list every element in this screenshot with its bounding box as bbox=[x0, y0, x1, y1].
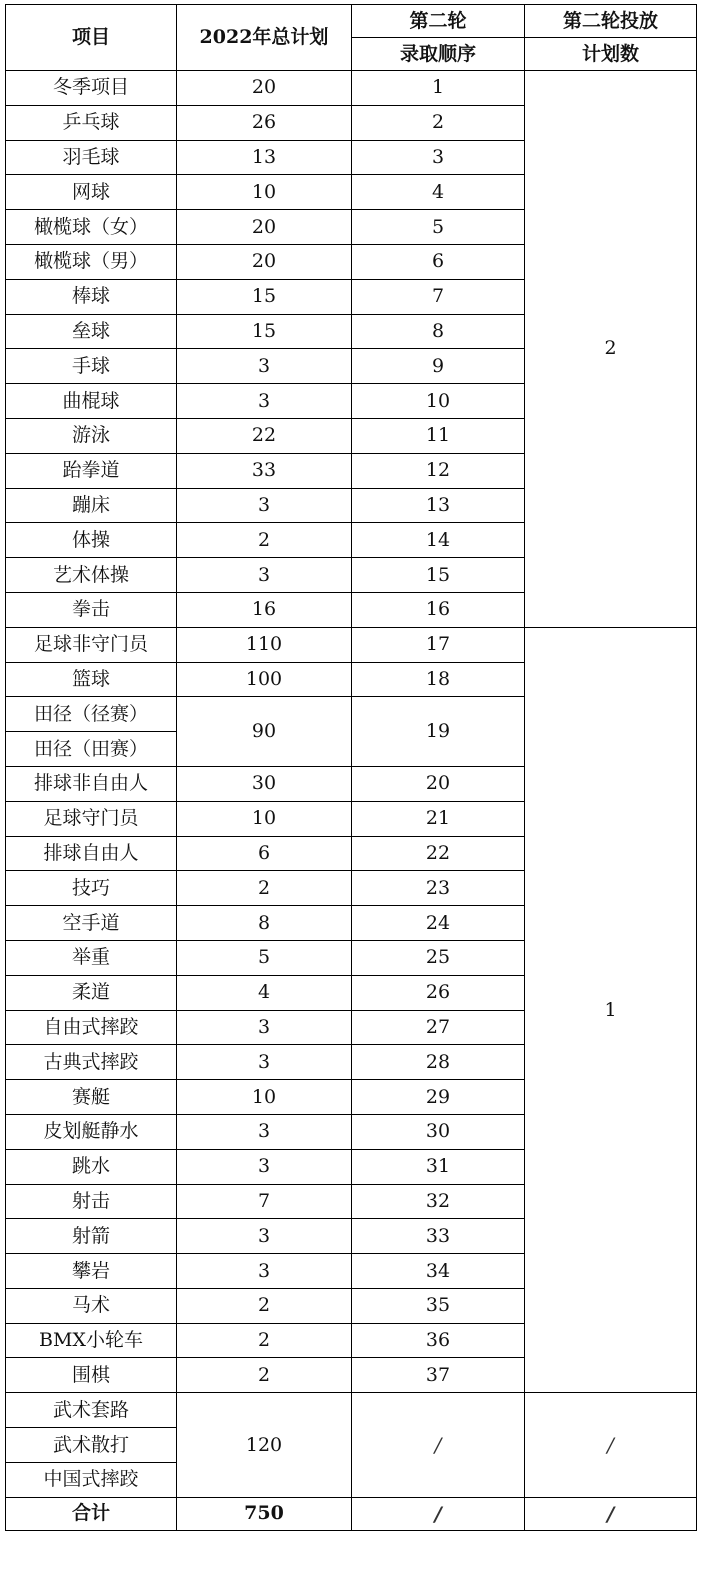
plan-2022-cell: 3 bbox=[177, 1045, 352, 1080]
header-order-line1: 第二轮 bbox=[352, 5, 525, 38]
plan-2022-cell: 10 bbox=[177, 801, 352, 836]
item-name-cell: 武术散打 bbox=[6, 1428, 177, 1463]
plan-2022-cell: 8 bbox=[177, 906, 352, 941]
admission-order-cell: 23 bbox=[352, 871, 525, 906]
item-name-cell: 足球守门员 bbox=[6, 801, 177, 836]
item-name-cell: 足球非守门员 bbox=[6, 627, 177, 662]
header-count-line2: 计划数 bbox=[525, 38, 697, 71]
table-row bbox=[6, 71, 697, 106]
item-name-cell: 技巧 bbox=[6, 871, 177, 906]
item-name-cell: 游泳 bbox=[6, 418, 177, 453]
plan-2022-cell: 2 bbox=[177, 1323, 352, 1358]
admission-order-cell: 21 bbox=[352, 801, 525, 836]
item-name-cell: 空手道 bbox=[6, 906, 177, 941]
admission-order-cell: 5 bbox=[352, 210, 525, 245]
item-name-cell: 橄榄球（男） bbox=[6, 244, 177, 279]
plan-2022-cell: 20 bbox=[177, 244, 352, 279]
plan-2022-cell: 3 bbox=[177, 558, 352, 593]
plan-2022-cell: 33 bbox=[177, 453, 352, 488]
plan-2022-cell: 26 bbox=[177, 105, 352, 140]
item-name-cell: 射击 bbox=[6, 1184, 177, 1219]
total-label: 合计 bbox=[6, 1497, 177, 1530]
admission-order-cell: 33 bbox=[352, 1219, 525, 1254]
admission-order-cell: 26 bbox=[352, 975, 525, 1010]
admission-order-cell: 2 bbox=[352, 105, 525, 140]
plan-2022-cell: 3 bbox=[177, 1149, 352, 1184]
admission-order-cell: 6 bbox=[352, 244, 525, 279]
plan-2022-cell: 3 bbox=[177, 488, 352, 523]
item-name-cell: 自由式摔跤 bbox=[6, 1010, 177, 1045]
plan-2022-cell: 2 bbox=[177, 1358, 352, 1393]
header-item: 项目 bbox=[6, 5, 177, 71]
item-name-cell: 羽毛球 bbox=[6, 140, 177, 175]
plan-2022-cell: 15 bbox=[177, 279, 352, 314]
admission-order-cell: 20 bbox=[352, 766, 525, 801]
admission-order-cell: 14 bbox=[352, 523, 525, 558]
admission-order-cell: 1 bbox=[352, 71, 525, 106]
total-order: / bbox=[352, 1497, 525, 1530]
plan-2022-cell: 2 bbox=[177, 871, 352, 906]
plan-2022-cell: 20 bbox=[177, 71, 352, 106]
plan-2022-cell: 2 bbox=[177, 523, 352, 558]
item-name-cell: 柔道 bbox=[6, 975, 177, 1010]
plan-2022-cell: 10 bbox=[177, 175, 352, 210]
plan-2022-cell: 3 bbox=[177, 1114, 352, 1149]
item-name-cell: 曲棍球 bbox=[6, 384, 177, 419]
admission-order-cell: 7 bbox=[352, 279, 525, 314]
item-name-cell: 马术 bbox=[6, 1288, 177, 1323]
admission-order-cell: 13 bbox=[352, 488, 525, 523]
admission-order-cell: 15 bbox=[352, 558, 525, 593]
admission-order-cell: 17 bbox=[352, 627, 525, 662]
item-name-cell: 中国式摔跤 bbox=[6, 1462, 177, 1497]
admission-order-cell: 10 bbox=[352, 384, 525, 419]
item-name-cell: 武术套路 bbox=[6, 1393, 177, 1428]
admission-order-cell: 35 bbox=[352, 1288, 525, 1323]
header-order-line2: 录取顺序 bbox=[352, 38, 525, 71]
plan-2022-cell: 3 bbox=[177, 1010, 352, 1045]
admission-order-cell: 3 bbox=[352, 140, 525, 175]
admission-plan-table bbox=[5, 4, 697, 1531]
item-name-cell: 跆拳道 bbox=[6, 453, 177, 488]
header-plan-2022: 2022年总计划 bbox=[177, 5, 352, 71]
group-count-cell-b: 1 bbox=[525, 627, 697, 1393]
admission-order-cell: 4 bbox=[352, 175, 525, 210]
plan-2022-cell: 3 bbox=[177, 384, 352, 419]
item-name-cell: 网球 bbox=[6, 175, 177, 210]
item-name-cell: 排球自由人 bbox=[6, 836, 177, 871]
group-count-cell-c: / bbox=[525, 1393, 697, 1497]
admission-order-cell: 36 bbox=[352, 1323, 525, 1358]
table-row bbox=[6, 627, 697, 662]
item-name-cell: 围棋 bbox=[6, 1358, 177, 1393]
admission-order-cell: 19 bbox=[352, 697, 525, 767]
item-name-cell: 赛艇 bbox=[6, 1080, 177, 1115]
admission-order-cell: 9 bbox=[352, 349, 525, 384]
plan-2022-cell: 7 bbox=[177, 1184, 352, 1219]
header-row bbox=[6, 5, 697, 38]
plan-2022-cell: 3 bbox=[177, 1254, 352, 1289]
admission-order-cell: 31 bbox=[352, 1149, 525, 1184]
item-name-cell: 排球非自由人 bbox=[6, 766, 177, 801]
plan-2022-cell: 30 bbox=[177, 766, 352, 801]
item-name-cell: 射箭 bbox=[6, 1219, 177, 1254]
item-name-cell: 皮划艇静水 bbox=[6, 1114, 177, 1149]
admission-order-cell: 11 bbox=[352, 418, 525, 453]
plan-2022-cell: 13 bbox=[177, 140, 352, 175]
header-count-line1: 第二轮投放 bbox=[525, 5, 697, 38]
plan-2022-cell: 2 bbox=[177, 1288, 352, 1323]
plan-2022-cell: 110 bbox=[177, 627, 352, 662]
plan-2022-cell: 100 bbox=[177, 662, 352, 697]
total-plan: 750 bbox=[177, 1497, 352, 1530]
admission-order-cell: 32 bbox=[352, 1184, 525, 1219]
item-name-cell: 冬季项目 bbox=[6, 71, 177, 106]
item-name-cell: 跳水 bbox=[6, 1149, 177, 1184]
plan-2022-cell: 4 bbox=[177, 975, 352, 1010]
item-name-cell: 手球 bbox=[6, 349, 177, 384]
item-name-cell: 攀岩 bbox=[6, 1254, 177, 1289]
group-count-cell-a: 2 bbox=[525, 71, 697, 628]
plan-2022-cell: 15 bbox=[177, 314, 352, 349]
admission-order-cell: 24 bbox=[352, 906, 525, 941]
plan-2022-cell: 20 bbox=[177, 210, 352, 245]
item-name-cell: 举重 bbox=[6, 940, 177, 975]
total-row bbox=[6, 1497, 697, 1530]
admission-order-cell: / bbox=[352, 1393, 525, 1497]
item-name-cell: 垒球 bbox=[6, 314, 177, 349]
admission-order-cell: 18 bbox=[352, 662, 525, 697]
table-row bbox=[6, 1393, 697, 1428]
plan-2022-cell: 90 bbox=[177, 697, 352, 767]
plan-2022-cell: 16 bbox=[177, 592, 352, 627]
admission-order-cell: 37 bbox=[352, 1358, 525, 1393]
item-name-cell: 艺术体操 bbox=[6, 558, 177, 593]
admission-order-cell: 34 bbox=[352, 1254, 525, 1289]
admission-order-cell: 29 bbox=[352, 1080, 525, 1115]
item-name-cell: 古典式摔跤 bbox=[6, 1045, 177, 1080]
item-name-cell: 篮球 bbox=[6, 662, 177, 697]
admission-order-cell: 28 bbox=[352, 1045, 525, 1080]
admission-order-cell: 27 bbox=[352, 1010, 525, 1045]
plan-2022-cell: 3 bbox=[177, 1219, 352, 1254]
plan-2022-cell: 3 bbox=[177, 349, 352, 384]
item-name-cell: 体操 bbox=[6, 523, 177, 558]
plan-2022-cell: 6 bbox=[177, 836, 352, 871]
item-name-cell: 蹦床 bbox=[6, 488, 177, 523]
item-name-cell: BMX小轮车 bbox=[6, 1323, 177, 1358]
admission-order-cell: 8 bbox=[352, 314, 525, 349]
item-name-cell: 拳击 bbox=[6, 592, 177, 627]
item-name-cell: 乒乓球 bbox=[6, 105, 177, 140]
item-name-cell: 田径（径赛） bbox=[6, 697, 177, 732]
plan-2022-cell: 10 bbox=[177, 1080, 352, 1115]
admission-order-cell: 25 bbox=[352, 940, 525, 975]
plan-2022-cell: 5 bbox=[177, 940, 352, 975]
admission-order-cell: 16 bbox=[352, 592, 525, 627]
item-name-cell: 田径（田赛） bbox=[6, 732, 177, 767]
item-name-cell: 橄榄球（女） bbox=[6, 210, 177, 245]
admission-order-cell: 12 bbox=[352, 453, 525, 488]
admission-order-cell: 30 bbox=[352, 1114, 525, 1149]
plan-2022-cell: 22 bbox=[177, 418, 352, 453]
item-name-cell: 棒球 bbox=[6, 279, 177, 314]
plan-2022-cell: 120 bbox=[177, 1393, 352, 1497]
admission-order-cell: 22 bbox=[352, 836, 525, 871]
total-count: / bbox=[525, 1497, 697, 1530]
